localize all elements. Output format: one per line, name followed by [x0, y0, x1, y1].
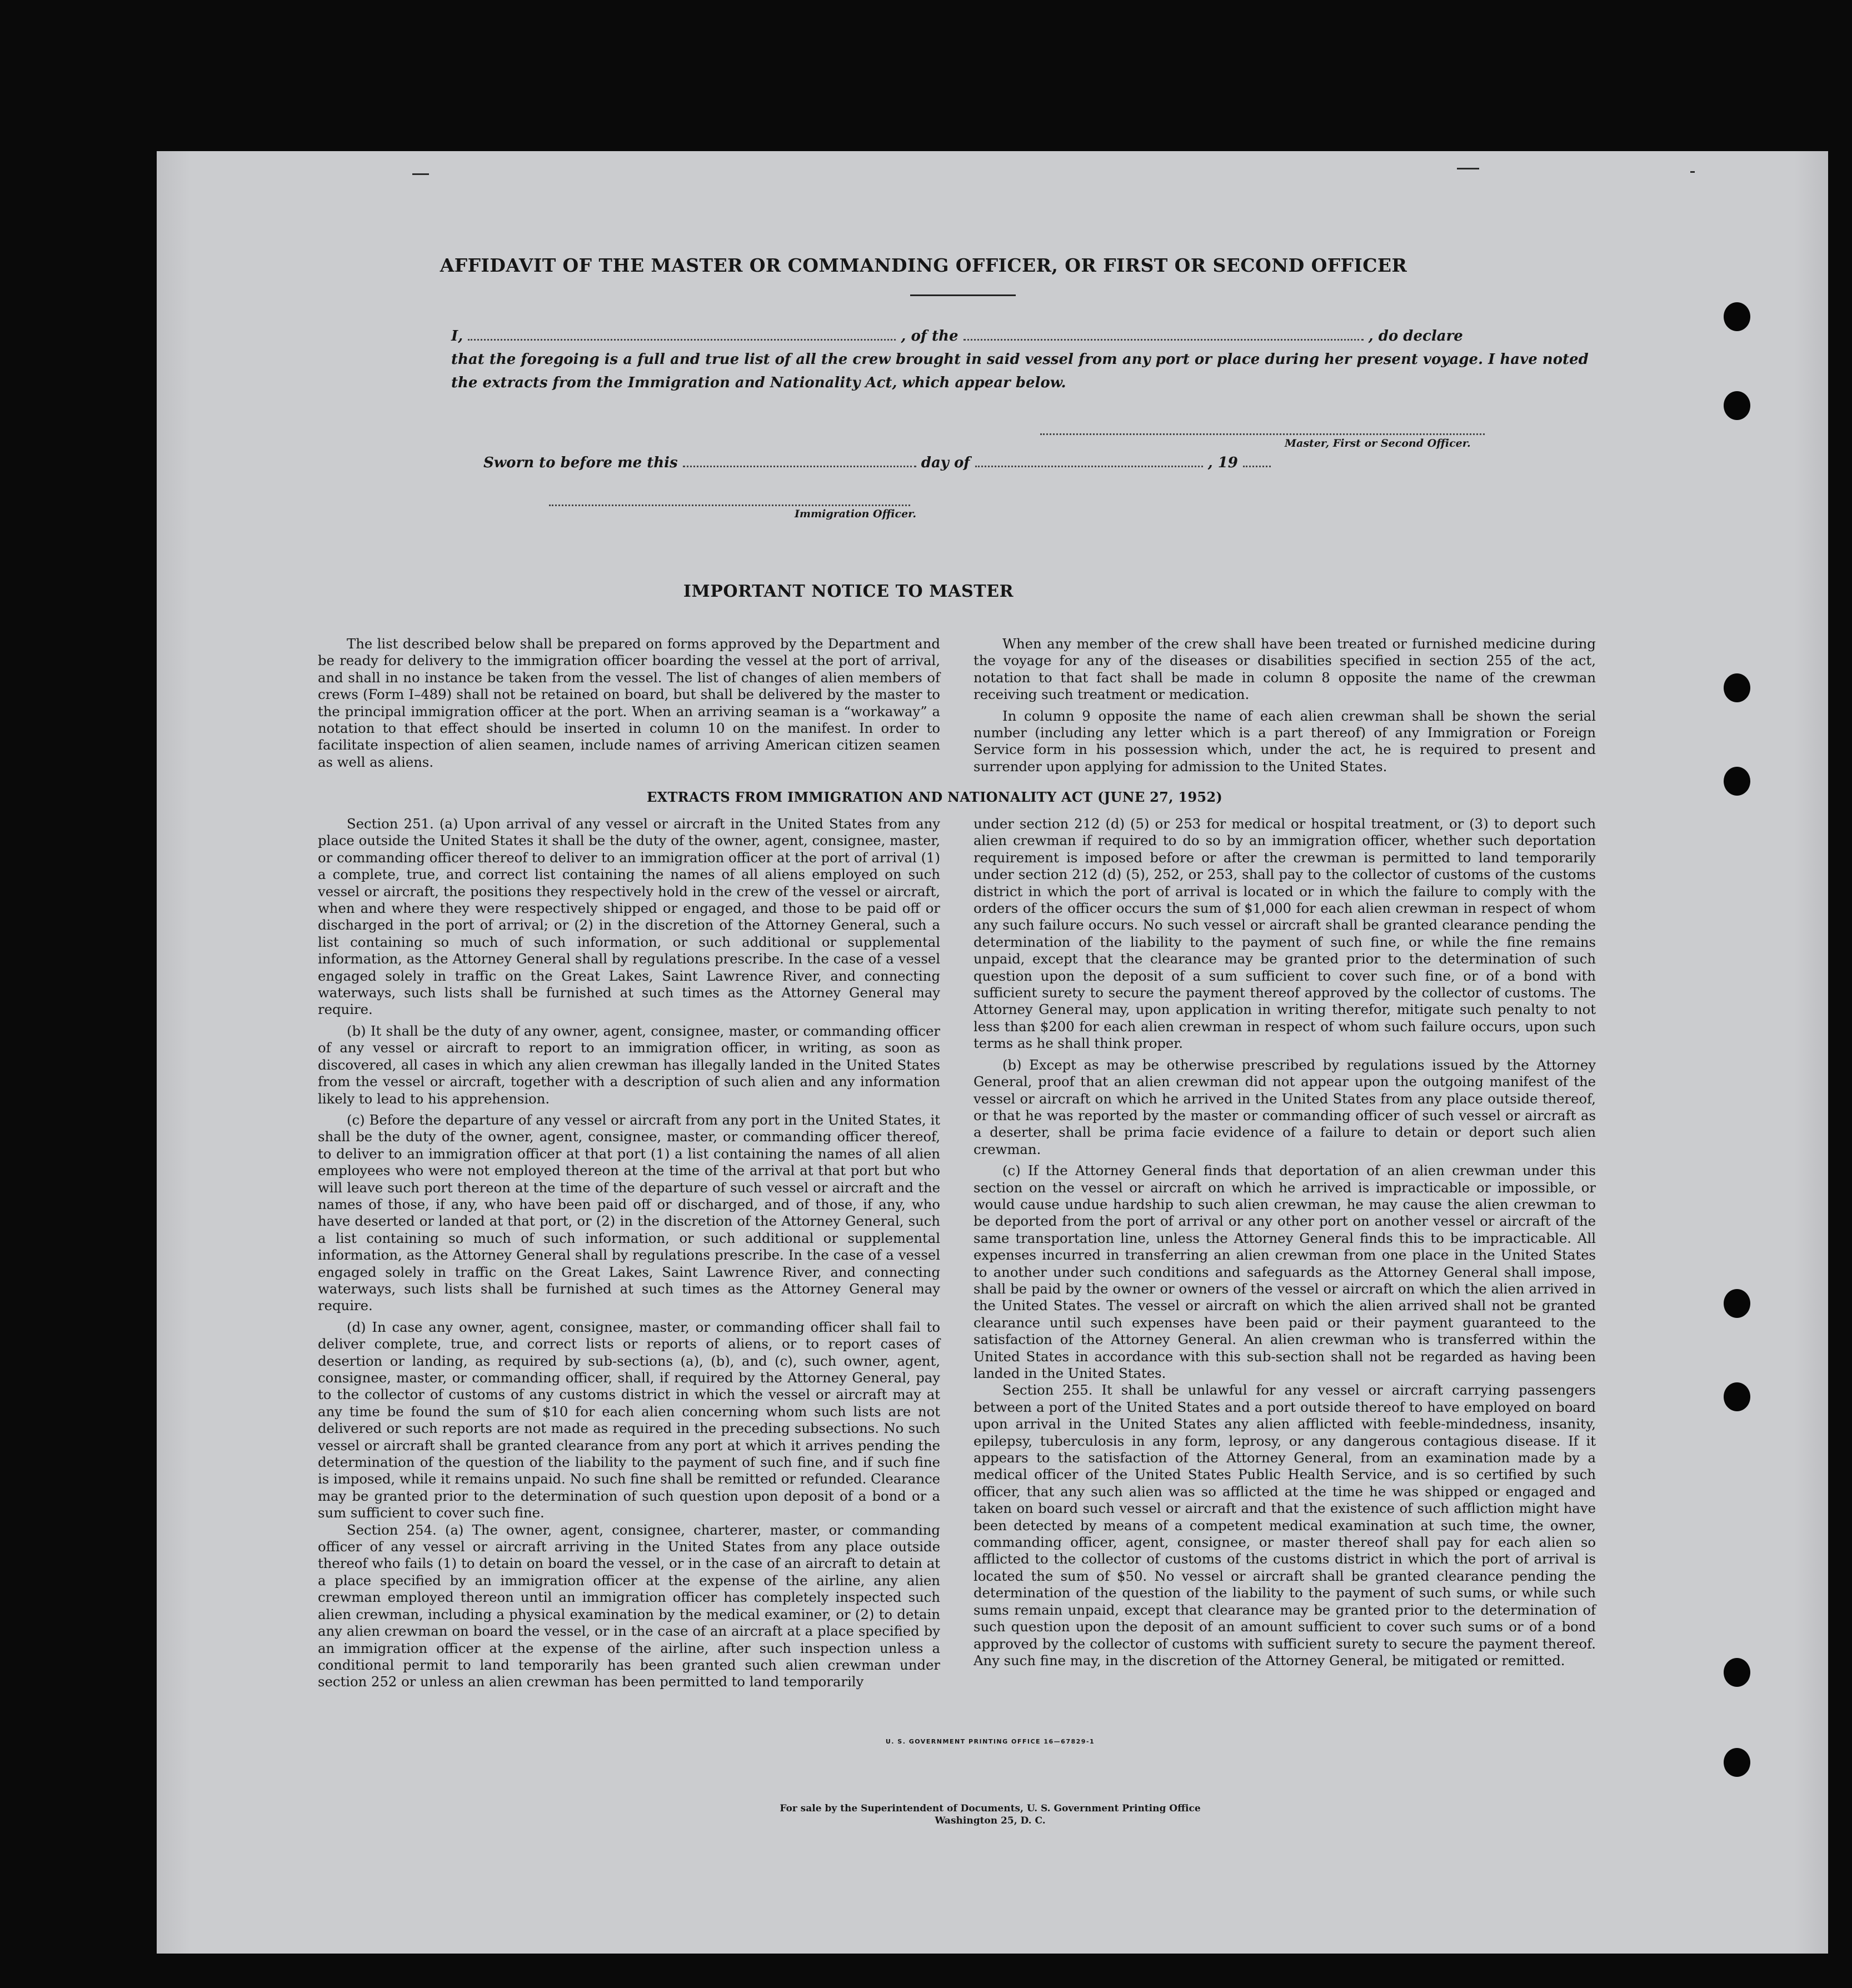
section-254-b: (b) Except as may be otherwise prescribed by regulations issued by the Attorney General, proof that an alien crewman did not appear upon the outgoing manifest of the vessel or aircraft on which he arrived in the United States from any place outside thereof, or that he was reported by the master or commanding officer of such vessel or aircraft as a deserter, shall be prima facie evidence of a failure to detain or deport such alien crewman. — [974, 1056, 1596, 1157]
punch-hole — [1724, 1289, 1750, 1318]
section-254-a-continued: under section 212 (d) (5) or 253 for medical or hospital treatment, or (3) to deport such alien crewman if required to do so by an immigration officer, whether such deportation requirement is imposed before or after the crewman is permitted to land temporarily under section 212 (d) (5), 252, or 253, shall pay to the collector of customs of the customs district in which the port of arrival is located or in which the failure to comply with the orders of the officer occurs the sum of $1,000 for each alien crewman in respect of whom any such failure occurs. No such vessel or aircraft shall be granted clearance pending the determination of the liability to the payment of such fine, or while the fine remains unpaid, except that the clearance may be granted prior to the determination of such question upon the deposit of a sum sufficient to cover such fine, or of a bond with sufficient surety to secure the payment thereof approved by the collector of customs. The Attorney General may, upon application in writing therefor, mitigate such penalty to not less than $200 for each alien crewman in respect of whom such failure occurs, upon such terms as he shall think proper. — [974, 816, 1596, 1052]
punch-hole — [1724, 391, 1750, 420]
sworn-year: , 19 — [1207, 454, 1238, 471]
notice-right-column — [974, 636, 1596, 775]
sale-notice-line-2: Washington 25, D. C. — [935, 1815, 1046, 1826]
sale-notice-line-1: For sale by the Superintendent of Documents, U. S. Government Printing Office — [780, 1803, 1201, 1814]
notice-left-column — [318, 636, 940, 771]
sworn-month-blank[interactable] — [975, 461, 1203, 467]
affidavit-title: AFFIDAVIT OF THE MASTER OR COMMANDING OFFICER, OR FIRST OR SECOND OFFICER — [440, 254, 1407, 276]
section-255: Section 255. It shall be unlawful for any vessel or aircraft carrying passengers between a port of the United States and a port outside thereof to have employed on board upon arrival in the United States any alien afflicted with feeble-mindedness, insanity, epilepsy, tuberculosis in any form, leprosy, or any dangerous contagious disease. If it appears to the satisfaction of the Attorney General, from an examination made by a medical officer of the United States Public Health Service, and is so certified by such officer, that any such alien was so afflicted at the time he was shipped or engaged and taken on board such vessel or aircraft and that the existence of such affliction might have been detected by means of a competent medical examination at such time, the owner, commanding officer, agent, consignee, or master thereof shall pay for each alien so afflicted to the collector of customs of the customs district in which the port of arrival is located the sum of $50. No vessel or aircraft shall be granted clearance pending the determination of the question of the liability to the payment of such sums, or while such sums remain unpaid, except that clearance may be granted prior to the determination of such question upon the deposit of an amount sufficient to cover such sums or of a bond approved by the collector of customs with sufficient surety to secure the payment thereof. Any such fine may, in the discretion of the Attorney General, be mitigated or remitted. — [974, 1382, 1596, 1669]
punch-hole — [1724, 1658, 1750, 1687]
punch-hole — [1724, 302, 1750, 331]
decl-i: I, — [451, 328, 463, 344]
form-sheet — [157, 151, 1828, 1954]
printing-office-imprint: U. S. GOVERNMENT PRINTING OFFICE 16—67829-1 — [885, 1738, 1095, 1745]
scan-speck — [412, 173, 429, 175]
section-254-a: Section 254. (a) The owner, agent, consignee, charterer, master, or commanding officer of any vessel or aircraft arriving in the United States from any place outside thereof who fails (1) to detain on board the vessel, or in the case of an aircraft to detain at a place specified by an immigration officer at the expense of the airline, any alien crewman employed thereon until an immigration officer has completely inspected such alien crewman, including a physical examination by the medical examiner, or (2) to detain any alien crewman on board the vessel, or in the case of an aircraft at a place specified by an immigration officer at the expense of the airline, after such inspection unless a conditional permit to land temporarily has been granted such alien crewman under section 252 or unless an alien crewman has been permitted to land temporarily — [318, 1521, 940, 1690]
punch-hole — [1724, 767, 1750, 796]
title-rule — [910, 294, 1016, 296]
extracts-title: EXTRACTS FROM IMMIGRATION AND NATIONALITY ACT (JUNE 27, 1952) — [646, 789, 1223, 805]
sworn-day-of: day of — [921, 454, 970, 471]
sworn-year-blank[interactable] — [1243, 461, 1271, 467]
decl-do-declare: , do declare — [1368, 328, 1463, 344]
punch-hole — [1724, 1748, 1750, 1777]
sale-notice — [712, 1802, 1268, 1827]
extracts-right-column — [974, 816, 1596, 1669]
notice-paragraph: The list described below shall be prepared on forms approved by the Department and be ready for delivery to the immigration officer boarding the vessel at the port of arrival, and shall in no instance be taken from the vessel. The list of changes of alien members of crews (Form I–489) shall not be retained on board, but shall be delivered by the master to the principal immigration officer at the port. When an arriving seaman is a “workaway” a notation to that effect should be inserted in column 10 on the manifest. In order to facilitate inspection of alien seamen, include names of arriving American citizen seamen as well as aliens. — [318, 636, 940, 770]
scan-speck — [1457, 168, 1479, 169]
section-251-b: (b) It shall be the duty of any owner, agent, consignee, master, or commanding officer of any vessel or aircraft to report to an immigration officer, in writing, as soon as discovered, all cases in which any alien crewman has illegally landed in the United States from the vessel or aircraft, together with a description of such alien and any information likely to lead to his apprehension. — [318, 1022, 940, 1107]
punch-hole — [1724, 673, 1750, 702]
notice-paragraph: When any member of the crew shall have been treated or furnished medicine during the voyage for any of the diseases or disabilities specified in section 255 of the act, notation to that fact shall be made in column 8 opposite the name of the crewman receiving such treatment or medication. — [974, 636, 1596, 703]
declaration-line-1 — [451, 328, 1490, 344]
scan-speck — [1690, 171, 1695, 173]
sworn-day-blank[interactable] — [683, 461, 916, 467]
sworn-text: Sworn to before me this — [483, 454, 678, 471]
section-251-c: (c) Before the departure of any vessel or aircraft from any port in the United States, it shall be the duty of the owner, agent, consignee, master, or commanding officer thereof, to deliver to an immigration officer at that port (1) a list containing the names of all alien employees who were not employed thereon at the time of the arrival at that port but who will leave such port thereon at the time of the departure of such vessel or aircraft and the names of those, if any, who have been paid off or discharged, and of those, if any, who have deserted or landed at that port, or (2) in the discretion of the Attorney General, such a list containing so much of such information, or such additional or supplemental information, as the Attorney General shall by regulations prescribe. In the case of a vessel engaged solely in traffic on the Great Lakes, Saint Lawrence River, and connecting waterways, such lists shall be furnished at such times as the Attorney General may require. — [318, 1111, 940, 1314]
sworn-line — [483, 454, 1522, 471]
section-254-c: (c) If the Attorney General finds that deportation of an alien crewman under this section on the vessel or aircraft on which he arrived is impracticable or impossible, or would cause undue hardship to such alien crewman, he may cause the alien crewman to be deported from the port of arrival or any other port on another vessel or aircraft of the same transportation line, unless the Attorney General finds this to be impracticable. All expenses incurred in transferring an alien crewman from one place in the United States to another under such conditions and safeguards as the Attorney General shall impose, shall be paid by the owner or owners of the vessel or aircraft on which the alien arrived in the United States. The vessel or aircraft on which the alien arrived shall not be granted clearance until such expenses have been paid or their payment guaranteed to the satisfaction of the Attorney General. An alien crewman who is transferred within the United States in accordance with this sub-section shall not be regarded as having been landed in the United States. — [974, 1162, 1596, 1381]
decl-of-the: , of the — [901, 328, 959, 344]
section-251-d: (d) In case any owner, agent, consignee, master, or commanding officer shall fail to deliver complete, true, and correct lists or reports of aliens, or to report cases of desertion or landing, as required by sub-sections (a), (b), and (c), such owner, agent, consignee, master, or commanding officer, shall, if required by the Attorney General, pay to the collector of customs of any customs district in which the vessel or aircraft may at any time be found the sum of $10 for each alien concerning whom such lists are not delivered or such reports are not made as required in the preceding subsections. No such vessel or aircraft shall be granted clearance from any port at which it arrives pending the determination of the question of the liability to the payment of such fine, and if such fine is imposed, while it remains unpaid. No such fine shall be remitted or refunded. Clearance may be granted prior to the determination of such question upon deposit of a bond or a sum sufficient to cover such fine. — [318, 1318, 940, 1521]
officer-signature-line[interactable] — [549, 505, 910, 506]
officer-signature-label: Immigration Officer. — [795, 508, 917, 520]
vessel-blank[interactable] — [964, 334, 1364, 341]
extracts-left-column — [318, 816, 940, 1691]
notice-paragraph: In column 9 opposite the name of each alien crewman shall be shown the serial number (including any letter which is a part thereof) of any Immigration or Foreign Service form in his possession which, under the act, he is required to present and surrender upon applying for admission to the United States. — [974, 707, 1596, 775]
declaration-line-2: that the foregoing is a full and true list of all the crew brought in said vessel from any port or place during her present voyage. I have noted — [451, 351, 1589, 368]
section-251-a: Section 251. (a) Upon arrival of any vessel or aircraft in the United States from any place outside the United States it shall be the duty of the owner, agent, consignee, master, or commanding officer thereof to deliver to an immigration officer at the port of arrival (1) a complete, true, and correct list containing the names of all aliens employed on such vessel or aircraft, the positions they respectively hold in the crew of the vessel or aircraft, when and where they were respectively shipped or engaged, and those to be paid off or discharged in the port of arrival; or (2) in the discretion of the Attorney General, such a list containing so much of such information, or such additional or supplemental information, as the Attorney General shall by regulations prescribe. In the case of a vessel engaged solely in traffic on the Great Lakes, Saint Lawrence River, and connecting waterways, such lists shall be furnished at such times as the Attorney General may require. — [318, 816, 940, 1018]
notice-title: IMPORTANT NOTICE TO MASTER — [683, 582, 1014, 601]
declaration-line-3: the extracts from the Immigration and Nationality Act, which appear below. — [451, 374, 1066, 391]
master-signature-line[interactable] — [1040, 433, 1485, 435]
punch-hole — [1724, 1382, 1750, 1411]
master-signature-label: Master, First or Second Officer. — [1285, 437, 1471, 449]
name-blank[interactable] — [468, 334, 896, 341]
